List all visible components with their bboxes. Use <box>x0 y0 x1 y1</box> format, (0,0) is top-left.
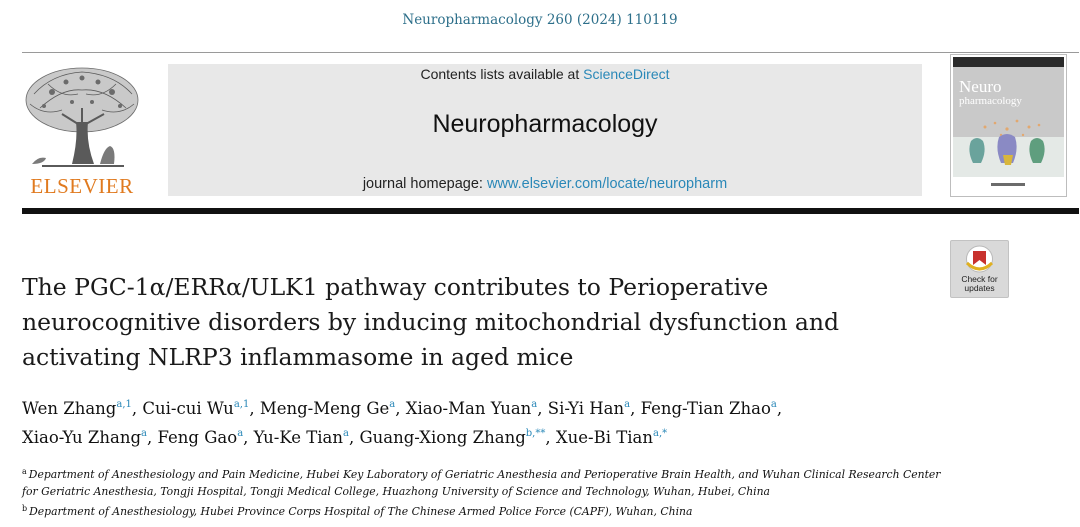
author-separator: , <box>537 399 548 418</box>
article-title <box>22 270 922 375</box>
author-name[interactable]: Wen Zhang <box>22 399 117 418</box>
author-separator: , <box>146 428 158 447</box>
author-separator: , <box>630 399 641 418</box>
author-separator: , <box>131 399 143 418</box>
title-line-1: The PGC-1α/ERRα/ULK1 pathway contributes to Perioperative <box>22 273 769 301</box>
author-affiliation-marker[interactable]: a <box>389 399 396 410</box>
author-affiliation-marker[interactable]: a <box>770 399 777 410</box>
cover-title-line2: pharmacology <box>959 95 1022 107</box>
elsevier-tree-icon <box>22 64 142 172</box>
author-affiliation-marker[interactable]: a,1 <box>116 399 132 410</box>
affiliation-letter: a <box>22 467 27 476</box>
author-name[interactable]: Guang-Xiong Zhang <box>359 428 526 447</box>
cfu-line1: Check for <box>961 274 998 284</box>
author-list <box>22 394 1062 452</box>
author-separator: , <box>348 428 360 447</box>
affiliation-text: Department of Anesthesiology, Hubei Province Corps Hospital of The Chinese Armed Police Force (CAPF), Wuhan, China <box>29 505 693 518</box>
author-name[interactable]: Cui-cui Wu <box>142 399 234 418</box>
journal-name: Neuropharmacology <box>432 110 658 138</box>
affiliation-b-line1 <box>22 500 1062 520</box>
crossmark-icon <box>951 241 1008 275</box>
affiliation-list <box>22 463 1062 520</box>
cover-title <box>959 79 1022 107</box>
author-line-2 <box>22 423 1062 452</box>
affiliation-a-line1 <box>22 463 1062 483</box>
author-name[interactable]: Xiao-Yu Zhang <box>22 428 142 447</box>
author-name[interactable]: Feng-Tian Zhao <box>640 399 771 418</box>
journal-citation[interactable]: Neuropharmacology 260 (2024) 110119 <box>402 12 678 28</box>
author-affiliation-marker[interactable]: a,1 <box>233 399 250 410</box>
homepage-line <box>168 176 922 192</box>
journal-homepage-link[interactable]: www.elsevier.com/locate/neuropharm <box>486 176 728 192</box>
check-for-updates-button[interactable] <box>950 240 1009 298</box>
author-separator: , <box>243 428 254 447</box>
author-separator: , <box>249 399 260 418</box>
author-affiliation-marker[interactable]: a <box>342 428 349 439</box>
author-name[interactable]: Meng-Meng Ge <box>259 399 390 418</box>
header-divider-thick <box>22 208 1079 214</box>
homepage-prefix: journal homepage: <box>362 176 487 192</box>
elsevier-wordmark: ELSEVIER <box>30 174 134 198</box>
author-name[interactable]: Xue-Bi Tian <box>555 428 653 447</box>
author-separator: , <box>545 428 556 447</box>
author-name[interactable]: Si-Yi Han <box>547 399 625 418</box>
affiliation-text: Department of Anesthesiology and Pain Medicine, Hubei Key Laboratory of Geriatric Anesthesia and Perioperative Brain Health, and Wuhan Clinical Research Center <box>28 468 941 481</box>
contents-line <box>168 66 922 82</box>
journal-header-box <box>168 64 922 196</box>
elsevier-logo[interactable] <box>22 64 142 198</box>
author-affiliation-marker[interactable]: a <box>624 399 631 410</box>
author-name[interactable]: Yu-Ke Tian <box>253 428 343 447</box>
author-separator: , <box>395 399 406 418</box>
cfu-line2: updates <box>964 283 995 293</box>
author-separator: , <box>776 399 783 418</box>
title-line-2: neurocognitive disorders by inducing mitochondrial dysfunction and <box>22 308 840 336</box>
title-line-3: activating NLRP3 inflammasome in aged mice <box>22 343 574 371</box>
affiliation-a-line2: for Geriatric Anesthesia, Tongji Hospital, Tongji Medical College, Huazhong University of Science and Technology, Wuhan, Hubei, China <box>22 485 770 498</box>
affiliation-letter: b <box>22 504 28 513</box>
author-affiliation-marker[interactable]: b,** <box>525 428 546 439</box>
author-affiliation-marker[interactable]: a <box>531 399 538 410</box>
author-affiliation-marker[interactable]: a <box>237 428 244 439</box>
contents-prefix: Contents lists available at <box>420 66 584 82</box>
check-for-updates-label <box>951 275 1008 293</box>
author-affiliation-marker[interactable]: a <box>141 428 147 439</box>
author-affiliation-marker[interactable]: a,* <box>652 428 668 439</box>
author-name[interactable]: Feng Gao <box>157 428 238 447</box>
sciencedirect-link[interactable]: ScienceDirect <box>583 66 670 82</box>
cover-title-line1: Neuro <box>959 77 1002 96</box>
journal-cover[interactable] <box>950 54 1067 197</box>
header-divider-thin <box>22 52 1079 53</box>
author-name[interactable]: Xiao-Man Yuan <box>405 399 532 418</box>
author-line-1 <box>22 394 1062 423</box>
